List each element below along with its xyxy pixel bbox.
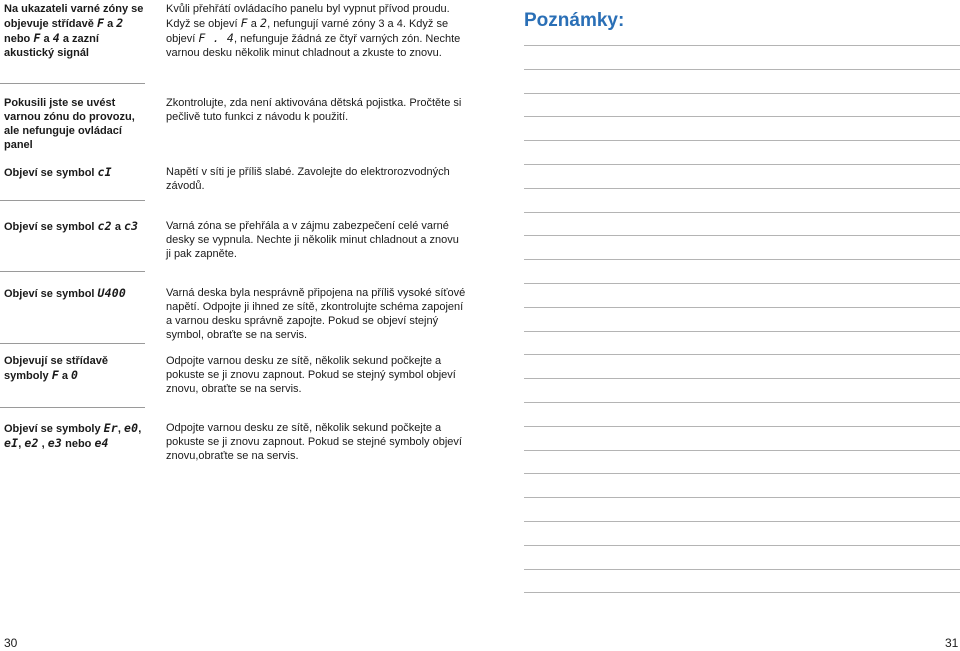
note-line (524, 140, 960, 141)
remedy-text-4: Varná zóna se přehřála a v zájmu zabezpečení celé varné desky se vypnula. Nechte ji několik minut chladnout a znovu ji pak zapněte. (166, 220, 459, 260)
note-line (524, 426, 960, 427)
note-line (524, 93, 960, 94)
display-symbol: eI (4, 436, 19, 450)
display-symbol: 2 (116, 16, 124, 30)
display-symbol: F (96, 16, 105, 30)
notes-title: Poznámky: (524, 10, 625, 31)
row-separator (0, 83, 145, 84)
note-line (524, 259, 960, 260)
note-line (524, 473, 960, 474)
note-line (524, 188, 960, 189)
remedy-text-6: Odpojte varnou desku ze sítě, několik sekund počkejte a pokuste se ji znovu zapnout. Pokud se stejný symbol objeví znovu, obraťte se na servis. (166, 355, 456, 395)
remedy-text-5: Varná deska byla nesprávně připojena na příliš vysoké síťové napětí. Odpojte ji ihned ze sítě, zkontrolujte schéma zapojení a varnou desku správně zapojte. Pokud se objeví stejný symbol, obraťte se na servis. (166, 287, 466, 341)
display-symbol: U400 (97, 286, 127, 300)
display-symbol: 0 (71, 368, 79, 382)
display-symbol: Er (103, 421, 118, 435)
note-line (524, 402, 960, 403)
cause-text-5: Objeví se symbol U400 (4, 286, 127, 300)
display-symbol: 4 (52, 31, 60, 45)
note-line (524, 545, 960, 546)
note-line (524, 354, 960, 355)
remedy-text-7: Odpojte varnou desku ze sítě, několik sekund počkejte a pokuste se ji znovu zapnout. Pokud se stejné symboly objeví znovu,obraťte se na servis. (166, 422, 462, 462)
cause-text-1: Na ukazateli varné zóny se objevuje střídavě F a 2 nebo F a 4 a zazní akustický signál (4, 3, 144, 59)
cause-text-7: Objeví se symboly Er, e0, eI, e2 , e3 nebo e4 (4, 421, 142, 450)
remedy-text-1: Kvůli přehřátí ovládacího panelu byl vypnut přívod proudu. Když se objeví F a 2, nefungují varné zóny 3 a 4. Když se objeví F . 4, nefunguje žádná ze čtyř varných zón. Nechte varnou desku několik minut chladnout a zkuste to znovu. (166, 3, 461, 59)
row-separator (0, 343, 145, 344)
page-number-right: 31 (945, 636, 959, 650)
display-symbol: e2 (24, 436, 39, 450)
note-line (524, 521, 960, 522)
note-line (524, 212, 960, 213)
note-line (524, 497, 960, 498)
display-symbol: F (240, 16, 248, 30)
note-line (524, 569, 960, 570)
note-line (524, 235, 960, 236)
display-symbol: cI (97, 165, 112, 179)
display-symbol: F . 4 (198, 31, 235, 45)
note-line (524, 450, 960, 451)
note-line (524, 283, 960, 284)
note-line (524, 378, 960, 379)
cause-text-3: Objeví se symbol cI (4, 165, 112, 179)
display-symbol: e0 (124, 421, 139, 435)
note-line (524, 331, 960, 332)
cause-text-4: Objeví se symbol c2 a c3 (4, 219, 139, 233)
note-line (524, 164, 960, 165)
cause-text-2: Pokusili jste se uvést varnou zónu do provozu, ale nefunguje ovládací panel (4, 97, 135, 151)
display-symbol: F (51, 368, 59, 382)
note-line (524, 69, 960, 70)
display-symbol: F (33, 31, 41, 45)
note-line (524, 45, 960, 46)
display-symbol: c2 (97, 219, 112, 233)
row-separator (0, 271, 145, 272)
display-symbol: e4 (94, 436, 109, 450)
note-line (524, 116, 960, 117)
note-line (524, 592, 960, 593)
remedy-text-2: Zkontrolujte, zda není aktivována dětská pojistka. Pročtěte si pečlivě tuto funkci z návodu k použití. (166, 97, 462, 123)
row-separator (0, 407, 145, 408)
row-separator (0, 200, 145, 201)
note-line (524, 307, 960, 308)
display-symbol: 2 (259, 16, 268, 30)
display-symbol: e3 (47, 436, 63, 450)
remedy-text-3: Napětí v síti je příliš slabé. Zavolejte do elektrorozvodných závodů. (166, 166, 450, 192)
page-number-left: 30 (4, 636, 18, 650)
display-symbol: c3 (124, 219, 139, 233)
cause-text-6: Objevují se střídavě symboly F a 0 (4, 355, 108, 382)
